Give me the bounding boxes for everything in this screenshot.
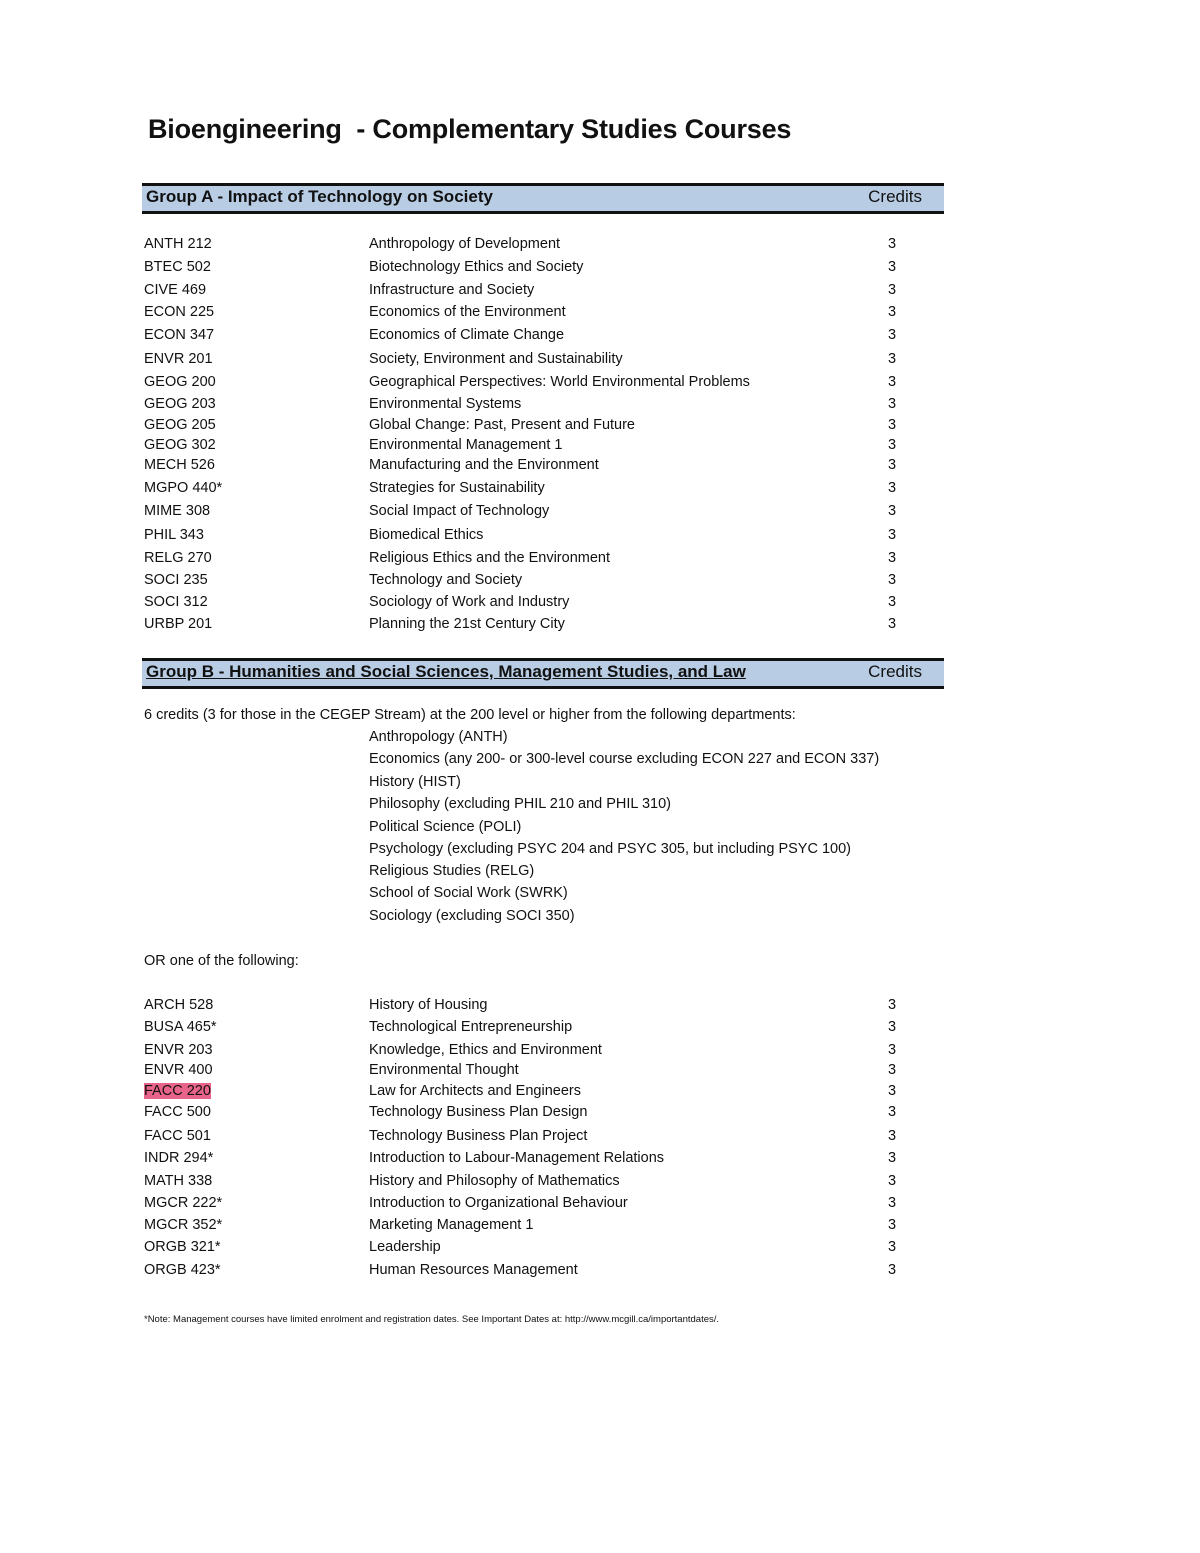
course-row: [144, 437, 904, 457]
course-credits: 3: [888, 1150, 897, 1166]
course-code: GEOG 205: [144, 417, 216, 433]
course-name: Introduction to Labour-Management Relations: [369, 1150, 665, 1166]
course-credits: 3: [888, 594, 897, 610]
footnote: *Note: Management courses have limited enrolment and registration dates. See Important Dates at: http://www.mcgill.ca/importantdates/.: [144, 1314, 720, 1325]
course-row: [144, 351, 904, 371]
course-name: History of Housing: [369, 997, 488, 1013]
course-code: MGPO 440*: [144, 480, 223, 496]
course-code: RELG 270: [144, 550, 212, 566]
department-item: School of Social Work (SWRK): [369, 885, 568, 901]
course-code: FACC 501: [144, 1128, 211, 1144]
course-name: Marketing Management 1: [369, 1217, 534, 1233]
course-credits: 3: [888, 1239, 897, 1255]
course-code: MGCR 222*: [144, 1195, 223, 1211]
course-row: [144, 1104, 904, 1124]
course-credits: 3: [888, 1062, 897, 1078]
course-name: Manufacturing and the Environment: [369, 457, 599, 473]
course-name: Strategies for Sustainability: [369, 480, 545, 496]
course-row: [144, 572, 904, 592]
course-credits: 3: [888, 396, 897, 412]
course-code: SOCI 235: [144, 572, 208, 588]
course-row: [144, 1173, 904, 1193]
course-row: [144, 527, 904, 547]
course-row: [144, 1062, 904, 1082]
course-code: FACC 500: [144, 1104, 211, 1120]
course-credits: 3: [888, 480, 897, 496]
course-row: [144, 236, 904, 256]
course-code: BTEC 502: [144, 259, 211, 275]
course-name: Technology Business Plan Design: [369, 1104, 588, 1120]
course-code: URBP 201: [144, 616, 213, 632]
department-item: Religious Studies (RELG): [369, 863, 535, 879]
course-code: SOCI 312: [144, 594, 208, 610]
course-code: MGCR 352*: [144, 1217, 223, 1233]
course-name: Biomedical Ethics: [369, 527, 484, 543]
department-item: Sociology (excluding SOCI 350): [369, 908, 575, 924]
course-row: [144, 997, 904, 1017]
course-credits: 3: [888, 1217, 897, 1233]
course-name: Law for Architects and Engineers: [369, 1083, 581, 1099]
department-item: Economics (any 200- or 300-level course excluding ECON 227 and ECON 337): [369, 751, 880, 767]
course-name: Infrastructure and Society: [369, 282, 535, 298]
course-code: ENVR 201: [144, 351, 213, 367]
or-text: OR one of the following:: [144, 953, 299, 969]
group-b-credits-label: Credits: [868, 662, 922, 681]
course-row: [144, 1083, 904, 1103]
course-code: ECON 225: [144, 304, 215, 320]
course-code: MIME 308: [144, 503, 211, 519]
course-name: Environmental Management 1: [369, 437, 563, 453]
course-row: [144, 1150, 904, 1170]
department-item: Political Science (POLI): [369, 819, 522, 835]
course-code: MECH 526: [144, 457, 215, 473]
course-name: Environmental Systems: [369, 396, 522, 412]
course-row: [144, 550, 904, 570]
course-name: Planning the 21st Century City: [369, 616, 565, 632]
course-credits: 3: [888, 457, 897, 473]
course-name: Technological Entrepreneurship: [369, 1019, 573, 1035]
group-a-title: Group A - Impact of Technology on Society: [146, 187, 493, 206]
course-name: Introduction to Organizational Behaviour: [369, 1195, 628, 1211]
group-a-header: [142, 183, 944, 214]
course-row: [144, 1128, 904, 1148]
course-credits: 3: [888, 282, 897, 298]
course-code: GEOG 302: [144, 437, 216, 453]
course-row: [144, 1042, 904, 1062]
course-row: [144, 417, 904, 437]
course-credits: 3: [888, 550, 897, 566]
course-code: BUSA 465*: [144, 1019, 217, 1035]
course-row: [144, 503, 904, 523]
course-credits: 3: [888, 1019, 897, 1035]
course-name: Sociology of Work and Industry: [369, 594, 570, 610]
course-row: [144, 480, 904, 500]
course-credits: 3: [888, 437, 897, 453]
course-row: [144, 327, 904, 347]
course-row: [144, 616, 904, 636]
course-code: INDR 294*: [144, 1150, 214, 1166]
course-credits: 3: [888, 1042, 897, 1058]
course-credits: 3: [888, 1262, 897, 1278]
course-name: Society, Environment and Sustainability: [369, 351, 623, 367]
course-code: ORGB 321*: [144, 1239, 221, 1255]
course-credits: 3: [888, 1104, 897, 1120]
course-credits: 3: [888, 1128, 897, 1144]
group-b-title: Group B - Humanities and Social Sciences, Management Studies, and Law: [146, 662, 746, 681]
course-credits: 3: [888, 259, 897, 275]
course-row: [144, 1217, 904, 1237]
course-credits: 3: [888, 572, 897, 588]
course-name: Technology Business Plan Project: [369, 1128, 588, 1144]
course-credits: 3: [888, 327, 897, 343]
course-code: GEOG 203: [144, 396, 216, 412]
course-row: [144, 594, 904, 614]
course-name: Economics of the Environment: [369, 304, 566, 320]
course-code: ANTH 212: [144, 236, 212, 252]
department-item: Psychology (excluding PSYC 204 and PSYC 305, but including PSYC 100): [369, 841, 852, 857]
course-credits: 3: [888, 1195, 897, 1211]
course-name: Anthropology of Development: [369, 236, 561, 252]
course-name: Environmental Thought: [369, 1062, 519, 1078]
course-credits: 3: [888, 351, 897, 367]
course-name: Global Change: Past, Present and Future: [369, 417, 635, 433]
course-credits: 3: [888, 304, 897, 320]
course-row: [144, 282, 904, 302]
course-name: Technology and Society: [369, 572, 523, 588]
course-row: [144, 1195, 904, 1215]
course-credits: 3: [888, 1173, 897, 1189]
course-name: Economics of Climate Change: [369, 327, 565, 343]
department-item: Anthropology (ANTH): [369, 729, 508, 745]
course-code: ENVR 203: [144, 1042, 213, 1058]
course-name: Social Impact of Technology: [369, 503, 550, 519]
course-credits: 3: [888, 616, 897, 632]
group-a-credits-label: Credits: [868, 187, 922, 206]
course-code: FACC 220: [144, 1083, 211, 1099]
course-name: Knowledge, Ethics and Environment: [369, 1042, 602, 1058]
department-item: History (HIST): [369, 774, 461, 790]
course-code: CIVE 469: [144, 282, 207, 298]
page-title: Bioengineering - Complementary Studies Courses: [148, 114, 792, 144]
course-code: ORGB 423*: [144, 1262, 221, 1278]
group-b-intro: 6 credits (3 for those in the CEGEP Stream) at the 200 level or higher from the following departments:: [144, 707, 796, 723]
course-row: [144, 1239, 904, 1259]
group-b-header: [142, 658, 944, 689]
course-name: History and Philosophy of Mathematics: [369, 1173, 620, 1189]
course-credits: 3: [888, 1083, 897, 1099]
course-name: Leadership: [369, 1239, 441, 1255]
course-credits: 3: [888, 417, 897, 433]
course-name: Human Resources Management: [369, 1262, 578, 1278]
course-row: [144, 304, 904, 324]
course-name: Religious Ethics and the Environment: [369, 550, 610, 566]
course-row: [144, 457, 904, 477]
course-name: Geographical Perspectives: World Environmental Problems: [369, 374, 750, 390]
course-credits: 3: [888, 236, 897, 252]
course-credits: 3: [888, 374, 897, 390]
course-row: [144, 1019, 904, 1039]
course-row: [144, 374, 904, 394]
course-credits: 3: [888, 503, 897, 519]
course-credits: 3: [888, 997, 897, 1013]
department-item: Philosophy (excluding PHIL 210 and PHIL 310): [369, 796, 672, 812]
course-credits: 3: [888, 527, 897, 543]
course-row: [144, 396, 904, 416]
course-code: ENVR 400: [144, 1062, 213, 1078]
course-name: Biotechnology Ethics and Society: [369, 259, 584, 275]
course-code: ARCH 528: [144, 997, 214, 1013]
course-row: [144, 259, 904, 279]
course-row: [144, 1262, 904, 1282]
course-code: PHIL 343: [144, 527, 204, 543]
course-code: GEOG 200: [144, 374, 216, 390]
course-code: MATH 338: [144, 1173, 213, 1189]
course-code: ECON 347: [144, 327, 215, 343]
